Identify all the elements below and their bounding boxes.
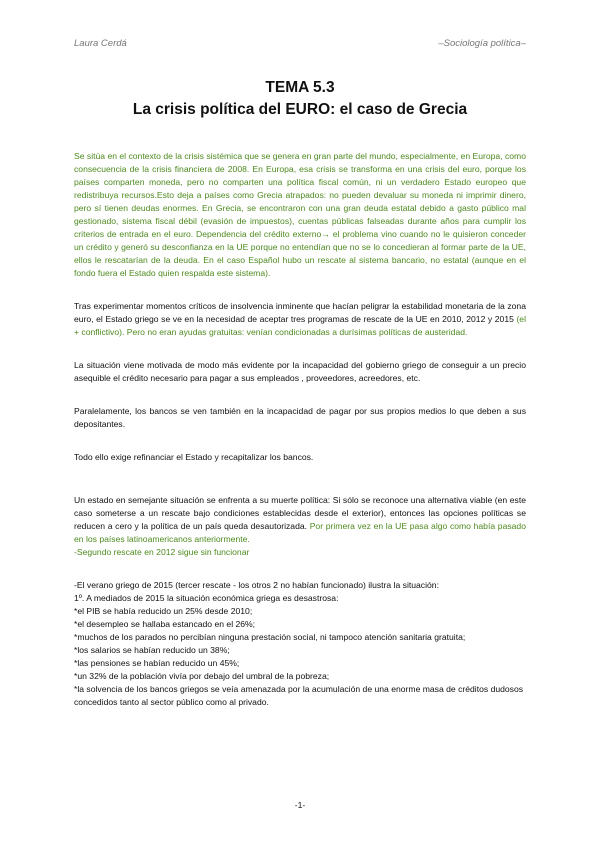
paragraph-political-death-text: Un estado en semejante situación se enfrenta a su muerte política: Si sólo se reconoce una alternativa viable (en este caso someterse a un rescate bajo condiciones establecidas desde el exterior), entonces las opciones políticas se reducen a cero y la política de un país queda desautorizada. <box>74 495 526 531</box>
header-subject: –Sociología política– <box>438 38 526 49</box>
document-title <box>74 77 526 121</box>
list-item: *muchos de los parados no percibían ninguna prestación social, ni tampoco atención sanitaria gratuita; <box>74 632 466 642</box>
list-item: *los salarios se habían reducido un 38%; <box>74 645 230 655</box>
paragraph-context: Se sitúa en el contexto de la crisis sistémica que se genera en gran parte del mundo, especialmente, en Europa, como consecuencia de la crisis financiera de 2008. En Europa, esa crisis se transforma en una crisis del euro, porque los países comparten moneda, pero no comparten una política fiscal común, ni un verdadero Estado europeo que redistribuya recursos.Esto deja a países como Grecia atrapados: no pueden devaluar su moneda ni imprimir dinero, pero sí tienen deudas enormes. En Grecia, se encontraron con una gran deuda estatal debido a gasto público mal gestionado, sistema fiscal débil (evasión de impuestos), cuentas públicas falseadas durante años para cumplir los criterios de entrada en el euro. Dependencia del crédito externo→ el problema vino cuando no le quisieron conceder un crédito y generó su desconfianza en la UE porque no entendían que no se lo concedieran al formar parte de la UE, ellos le rescatarían de la deuda. En el caso Español hubo un rescate al sistema bancario, no estatal (aunque en el fondo fuera el Estado quien respalda este sistema). <box>74 151 526 278</box>
list-item: *las pensiones se habían reducido un 45%; <box>74 658 240 668</box>
summer-list <box>74 605 526 709</box>
summer-intro: -El verano griego de 2015 (tercer rescate - los otros 2 no habían funcionado) ilustra la situación: <box>74 580 439 590</box>
paragraph-banks: Paralelamente, los bancos se ven también en la incapacidad de pagar por sus propios medios lo que deben a sus depositantes. <box>74 406 526 429</box>
header-author: Laura Cerdá <box>74 38 127 49</box>
paragraph-refinance: Todo ello exige refinanciar el Estado y recapitalizar los bancos. <box>74 452 314 462</box>
paragraph-political-death-note: Por primera vez en la UE pasa algo como había pasado en los países latinoamericanos anteriormente. <box>74 521 526 544</box>
page-header <box>74 38 526 52</box>
list-item: *el desempleo se hallaba estancado en el 26%; <box>74 619 256 629</box>
title-heading: La crisis política del EURO: el caso de Grecia <box>132 101 468 118</box>
paragraph-rescues <box>74 300 526 339</box>
document-body <box>74 150 526 709</box>
summer-point-1: 1º. A mediados de 2015 la situación económica griega es desastrosa: <box>74 593 339 603</box>
title-topic-number: TEMA 5.3 <box>265 79 335 96</box>
paragraph-rescues-note: (el + conflictivo). Pero no eran ayudas gratuitas: venían condicionadas a durísimas políticas de austeridad. <box>74 314 526 337</box>
paragraph-political-death <box>74 494 526 546</box>
paragraph-rescues-text: Tras experimentar momentos críticos de insolvencia inminente que hacían peligrar la estabilidad monetaria de la zona euro, el Estado griego se ve en la necesidad de aceptar tres programas de rescate de la UE en 2010, 2012 y 2015 <box>74 301 526 324</box>
list-item: *el PIB se había reducido un 25% desde 2010; <box>74 606 253 616</box>
second-rescue-note: -Segundo rescate en 2012 sigue sin funcionar <box>74 547 250 557</box>
page-number: -1- <box>294 800 306 810</box>
list-item: *un 32% de la población vivía por debajo del umbral de la pobreza; <box>74 671 330 681</box>
paragraph-situation: La situación viene motivada de modo más evidente por la incapacidad del gobierno griego de conseguir a un precio asequible el crédito necesario para pagar a sus empleados , proveedores, acreedores, etc. <box>74 360 526 383</box>
list-item: *la solvencia de los bancos griegos se veía amenazada por la acumulación de una enorme masa de créditos dudosos concedidos tanto al sector público como al privado. <box>74 684 524 707</box>
